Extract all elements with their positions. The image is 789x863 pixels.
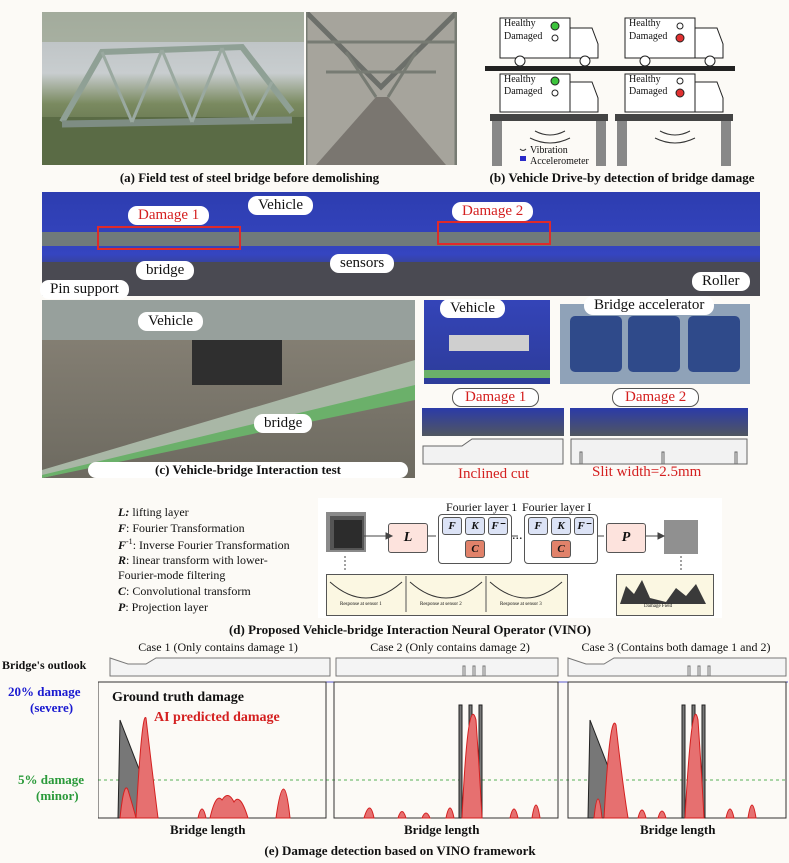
- flI-node-K: K: [551, 517, 571, 535]
- layer-ellipsis: ...: [512, 528, 523, 543]
- case3-x-label: Bridge length: [640, 822, 716, 837]
- damage2-box: [437, 221, 551, 245]
- accelerometer-2: [628, 316, 680, 372]
- damage-field-label: Damage Field: [644, 604, 673, 609]
- bridge-outlook-label: Bridge's outlook: [2, 658, 87, 672]
- slit-width-label: Slit width=2.5mm: [592, 464, 702, 480]
- vehicle-rail: [424, 370, 550, 378]
- lab-bridge-label: bridge: [136, 261, 194, 280]
- node-L: L: [388, 523, 428, 553]
- fl1-node-K: K: [465, 517, 485, 535]
- panel-c-caption: (c) Vehicle-bridge Interaction test: [88, 462, 408, 478]
- accelerometer-photo: [560, 304, 750, 384]
- lab-roller-label: Roller: [692, 272, 750, 291]
- case3-ai-prediction: [594, 714, 756, 818]
- fourier-layer-1-title: Fourier layer 1: [446, 500, 518, 514]
- panel-c-bridge-label: bridge: [254, 414, 312, 433]
- lab-sensors-label: sensors: [330, 254, 394, 273]
- truck-healthy-label-4: Healthy: [629, 74, 661, 85]
- legend-vibration: Vibration: [530, 145, 568, 156]
- panel-b-caption: (b) Vehicle Drive-by detection of bridge damage: [489, 170, 755, 185]
- sensor-response-1: Response at sensor 1: [340, 602, 382, 607]
- truck-damaged-label-3: Damaged: [504, 86, 543, 97]
- legend-R-cont: Fourier-mode filtering: [118, 568, 226, 582]
- accelerometer-1: [570, 316, 622, 372]
- panel-a-caption: (a) Field test of steel bridge before demolishing: [119, 170, 380, 185]
- lab-damage2-label: Damage 2: [452, 202, 533, 221]
- truck-healthy-label-3: Healthy: [504, 74, 536, 85]
- node-P: P: [606, 523, 646, 553]
- truck-healthy-label-2: Healthy: [629, 18, 661, 29]
- truck-healthy-label-1: Healthy: [504, 18, 536, 29]
- accelerometer-3: [688, 316, 740, 372]
- legend-R: R: linear transform with lower-: [118, 553, 268, 567]
- flI-node-C: C: [551, 540, 571, 558]
- sensor-response-curves: [326, 574, 566, 614]
- severe-label-2: (severe): [30, 700, 74, 715]
- truss-bridge-side-drawing: [42, 12, 304, 165]
- vehicle-body: [449, 335, 529, 351]
- legend-L: L: lifting layer: [118, 505, 189, 519]
- fourier-layer-I-label: Fourier layer I: [522, 500, 592, 514]
- inclined-cut-label: Inclined cut: [458, 466, 530, 482]
- vbi-test-drawing: [42, 300, 415, 478]
- vehicle-closeup-label: Vehicle: [440, 299, 505, 318]
- truss-bridge-deck-drawing: [306, 12, 457, 165]
- sensor-response-2: Response at sensor 2: [420, 602, 462, 607]
- case3-title: Case 3 (Contains both damage 1 and 2): [581, 640, 771, 654]
- flI-node-F: F: [528, 517, 548, 535]
- panel-e-caption: (e) Damage detection based on VINO framework: [264, 843, 536, 858]
- case2-title: Case 2 (Only contains damage 2): [370, 640, 530, 654]
- damage1-closeup-photo: [422, 408, 564, 436]
- lab-pin-support-label: Pin support: [40, 280, 129, 299]
- bridge-accelerator-label: Bridge accelerator: [584, 296, 714, 315]
- damage1-box: [97, 226, 241, 250]
- legend-F: F: Fourier Transformation: [118, 521, 245, 535]
- damage-profiles: [422, 438, 748, 466]
- case1-ai-prediction: [120, 717, 290, 818]
- vbi-test-photo: [42, 300, 415, 478]
- case1-x-label: Bridge length: [170, 822, 246, 837]
- minor-label-1: 5% damage: [18, 772, 85, 787]
- truck-damaged-label-4: Damaged: [629, 86, 668, 97]
- legend-P: P: Projection layer: [118, 600, 208, 614]
- case2-ai-prediction: [364, 714, 540, 818]
- panel-d-caption: (d) Proposed Vehicle-bridge Interaction Neural Operator (VINO): [228, 622, 592, 637]
- ground-truth-label: Ground truth damage: [112, 690, 244, 705]
- legend-accelerometer: Accelerometer: [530, 156, 589, 167]
- panel-c-damage2-label: Damage 2: [612, 388, 699, 407]
- minor-label-2: (minor): [36, 788, 79, 803]
- ai-predicted-label: AI predicted damage: [154, 710, 280, 725]
- flI-node-Finv: F⁻: [574, 517, 594, 535]
- panel-c-damage1-label: Damage 1: [452, 388, 539, 407]
- bridge-outlook-profiles: [108, 654, 788, 680]
- legend-C: C: Convolutional transform: [118, 584, 251, 598]
- fl1-node-F: F: [442, 517, 462, 535]
- case2-x-label: Bridge length: [404, 822, 480, 837]
- truss-bridge-side-photo: [42, 12, 304, 165]
- fl1-node-C: C: [465, 540, 485, 558]
- damage2-closeup-photo: [570, 408, 748, 436]
- severe-label-1: 20% damage: [8, 684, 81, 699]
- fl1-node-Finv: F⁻: [488, 517, 508, 535]
- legend-Finv: $F^{-1}$: Inverse Fourier Transformation: [118, 537, 290, 552]
- panel-c-vehicle-label: Vehicle: [138, 312, 203, 331]
- lab-vehicle-label: Vehicle: [248, 196, 313, 215]
- truck-damaged-label-2: Damaged: [629, 31, 668, 42]
- lab-damage1-label: Damage 1: [128, 206, 209, 225]
- sensor-response-3: Response at sensor 3: [500, 602, 542, 607]
- truss-bridge-deck-photo: [306, 12, 457, 165]
- truck-damaged-label-1: Damaged: [504, 31, 543, 42]
- case1-title: Case 1 (Only contains damage 1): [138, 640, 298, 654]
